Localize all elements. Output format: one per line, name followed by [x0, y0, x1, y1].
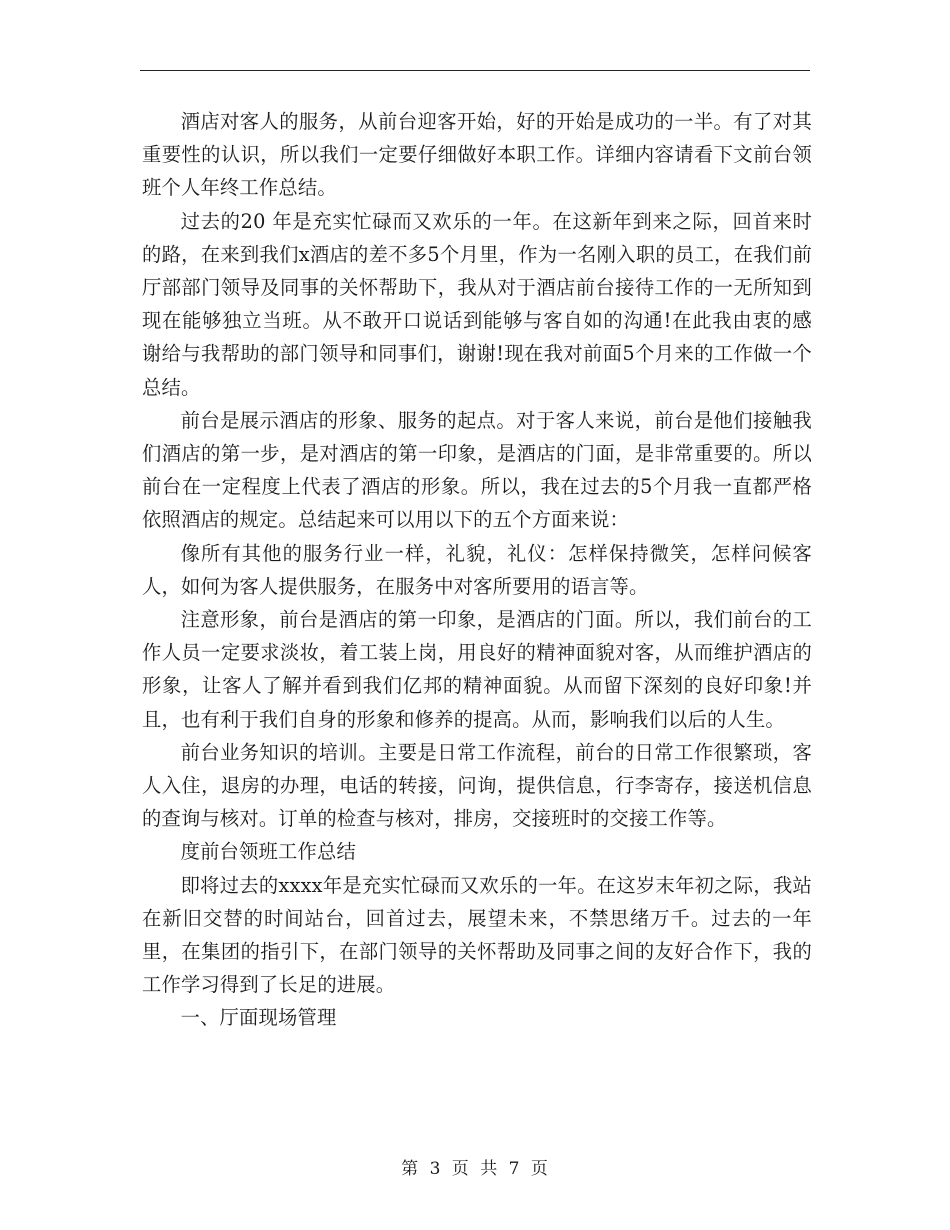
total-page-number: 7 — [508, 1159, 521, 1179]
paragraph: 酒店对客人的服务，从前台迎客开始，好的开始是成功的一半。有了对其重要性的认识，所以我们一定要仔细做好本职工作。详细内容请看下文前台领班个人年终工作总结。 — [142, 110, 812, 200]
paragraph: 过去的20 年是充实忙碌而又欢乐的一年。在这新年到来之际，回首来时的路，在来到我们x酒店的差不多5个月里，作为一名刚入职的员工，在我们前厅部部门领导及同事的关怀帮助下，我从对于酒店前台接待工作的一无所知到现在能够独立当班。从不敢开口说话到能够与客自如的沟通!在此我由衷的感谢给与我帮助的部门领导和同事们，谢谢!现在我对前面5个月来的工作做一个总结。 — [142, 209, 812, 399]
paragraph: 像所有其他的服务行业一样，礼貌，礼仪：怎样保持微笑，怎样问候客人，如何为客人提供服务，在服务中对客所要用的语言等。 — [142, 541, 812, 598]
paragraph: 前台业务知识的培训。主要是日常工作流程，前台的日常工作很繁琐，客人入住，退房的办理，电话的转接，问询，提供信息，行李寄存，接送机信息的查询与核对。订单的检查与核对，排房，交接班时的交接工作等。 — [142, 740, 812, 831]
paragraph: 即将过去的xxxx年是充实忙碌而又欢乐的一年。在这岁末年初之际，我站在新旧交替的时间站台，回首过去，展望未来，不禁思绪万千。过去的一年里，在集团的指引下，在部门领导的关怀帮助及同事之间的友好合作下，我的工作学习得到了长足的进展。 — [142, 873, 812, 997]
section-heading: 度前台领班工作总结 — [180, 840, 356, 864]
header-rule — [140, 70, 810, 71]
section-heading: 一、厅面现场管理 — [180, 1006, 337, 1030]
page-footer — [0, 1154, 950, 1179]
footer-prefix: 第 — [401, 1159, 420, 1179]
paragraph: 前台是展示酒店的形象、服务的起点。对于客人来说，前台是他们接触我们酒店的第一步，是对酒店的第一印象，是酒店的门面，是非常重要的。所以前台在一定程度上代表了酒店的形象。所以，我在过去的5个月我一直都严格依照酒店的规定。总结起来可以用以下的五个方面来说： — [142, 408, 812, 532]
footer-total-word: 共 — [480, 1159, 499, 1179]
footer-suffix: 页 — [530, 1159, 549, 1179]
current-page-number: 3 — [429, 1159, 442, 1179]
document-body — [142, 105, 812, 1035]
footer-page-word: 页 — [451, 1159, 470, 1179]
paragraph: 注意形象，前台是酒店的第一印象，是酒店的门面。所以，我们前台的工作人员一定要求淡妆，着工装上岗，用良好的精神面貌对客，从而维护酒店的形象，让客人了解并看到我们亿邦的精神面貌。从而留下深刻的良好印象!并且，也有利于我们自身的形象和修养的提高。从而，影响我们以后的人生。 — [142, 608, 812, 731]
